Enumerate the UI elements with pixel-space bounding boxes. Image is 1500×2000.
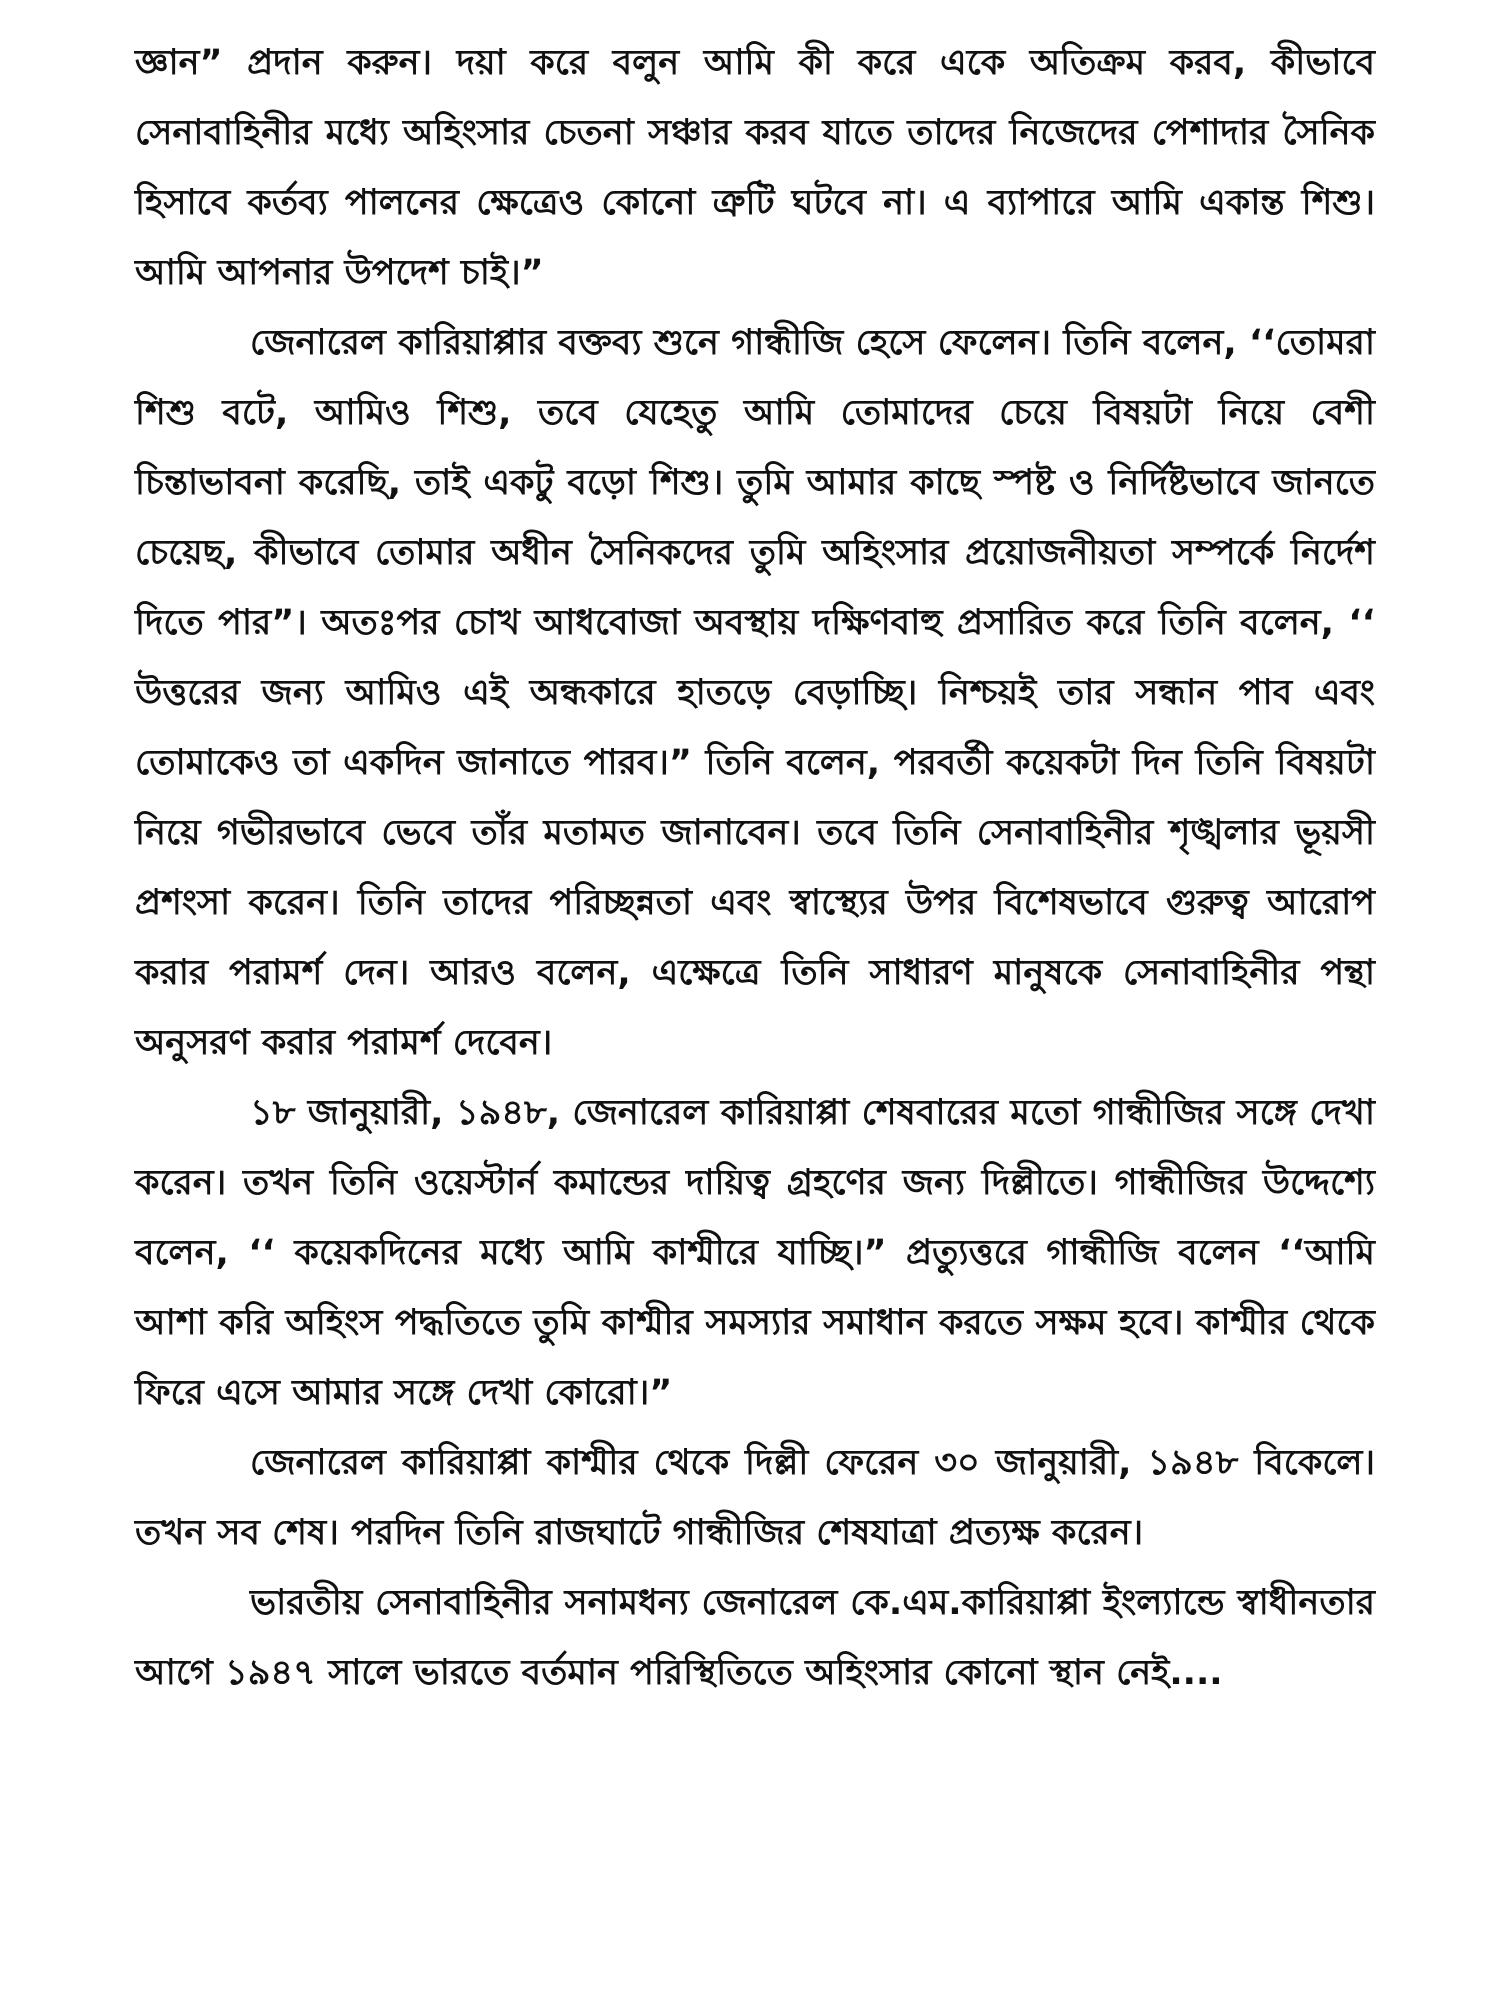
paragraph-2: জেনারেল কারিয়াপ্পার বক্তব্য শুনে গান্ধীজি হেসে ফেলেন। তিনি বলেন, ‘‘তোমরা শিশু বটে, আমিও শিশু, তবে যেহেতু আমি তোমাদের চেয়ে বিষয়টা নিয়ে বেশী চিন্তাভাবনা করেছি, তাই একটু বড়ো শিশু। তুমি আমার কাছে স্পষ্ট ও নির্দিষ্টভাবে জানতে চেয়েছ, কীভাবে তোমার অধীন সৈনিকদের তুমি অহিংসার প্রয়োজনীয়তা সম্পর্কে নির্দেশ দিতে পার”। অতঃপর চোখ আধবোজা অবস্থায় দক্ষিণবাহু প্রসারিত করে তিনি বলেন, ‘‘ উত্তরের জন্য আমিও এই অন্ধকারে হাতড়ে বেড়াচ্ছি। নিশ্চয়ই তার সন্ধান পাব এবং তোমাকেও তা একদিন জানাতে পারব।” তিনি বলেন, পরবর্তী কয়েকটা দিন তিনি বিষয়টা নিয়ে গভীরভাবে ভেবে তাঁর মতামত জানাবেন। তবে তিনি সেনাবাহিনীর শৃঙ্খলার ভূয়সী প্রশংসা করেন। তিনি তাদের পরিচ্ছন্নতা এবং স্বাস্থ্যের উপর বিশেষভাবে গুরুত্ব আরোপ করার পরামর্শ দেন। আরও বলেন, এক্ষেত্রে তিনি সাধারণ মানুষকে সেনাবাহিনীর পন্থা অনুসরণ করার পরামর্শ দেবেন।: [135, 323, 1375, 1063]
paragraph-1: জ্ঞান” প্রদান করুন। দয়া করে বলুন আমি কী করে একে অতিক্রম করব, কীভাবে সেনাবাহিনীর মধ্যে অহিংসার চেতনা সঞ্চার করব যাতে তাদের নিজেদের পেশাদার সৈনিক হিসাবে কর্তব্য পালনের ক্ষেত্রেও কোনো ত্রুটি ঘটবে না। এ ব্যাপারে আমি একান্ত শিশু। আমি আপনার উপদেশ চাই।”: [135, 43, 1375, 293]
paragraph-3: ১৮ জানুয়ারী, ১৯৪৮, জেনারেল কারিয়াপ্পা শেষবারের মতো গান্ধীজির সঙ্গে দেখা করেন। তখন তিনি ওয়েস্টার্ন কমান্ডের দায়িত্ব গ্রহণের জন্য দিল্লীতে। গান্ধীজির উদ্দেশ্যে বলেন, ‘‘ কয়েকদিনের মধ্যে আমি কাশ্মীরে যাচ্ছি।” প্রত্যুত্তরে গান্ধীজি বলেন ‘‘আমি আশা করি অহিংস পদ্ধতিতে তুমি কাশ্মীর সমস্যার সমাধান করতে সক্ষম হবে। কাশ্মীর থেকে ফিরে এসে আমার সঙ্গে দেখা কোরো।”: [135, 1093, 1375, 1413]
paragraph-4: জেনারেল কারিয়াপ্পা কাশ্মীর থেকে দিল্লী ফেরেন ৩০ জানুয়ারী, ১৯৪৮ বিকেলে। তখন সব শেষ। পরদিন তিনি রাজঘাটে গান্ধীজির শেষযাত্রা প্রত্যক্ষ করেন।: [135, 1443, 1375, 1553]
document-body: [135, 28, 1375, 1708]
paragraph-5: ভারতীয় সেনাবাহিনীর সনামধন্য জেনারেল কে.এম.কারিয়াপ্পা ইংল্যান্ডে স্বাধীনতার আগে ১৯৪৭ সালে ভারতে বর্তমান পরিস্থিতিতে অহিংসার কোনো স্থান নেই....: [135, 1583, 1375, 1693]
